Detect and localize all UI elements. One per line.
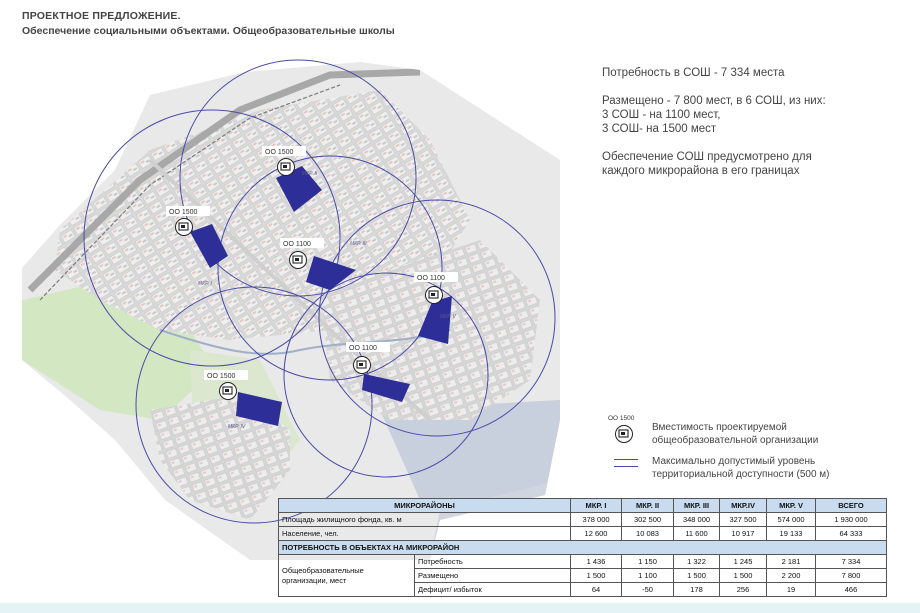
table-row bbox=[279, 527, 887, 541]
table-section-row bbox=[279, 541, 887, 555]
table-header-cell: МКР. II bbox=[622, 499, 674, 513]
table-row bbox=[279, 555, 887, 569]
school-capacity-label: ОО 1100 bbox=[349, 345, 377, 352]
table-cell: 327 500 bbox=[720, 513, 767, 527]
table-header-cell: ВСЕГО bbox=[816, 499, 887, 513]
school-icon bbox=[220, 383, 237, 400]
table-cell: 256 bbox=[720, 583, 767, 597]
table-cell: 11 600 bbox=[674, 527, 720, 541]
table-header-cell: МКР. I bbox=[571, 499, 622, 513]
table-row-label: Потребность bbox=[415, 555, 571, 569]
legend-capacity-line1: Вместимость проектируемой bbox=[652, 422, 787, 433]
school-icon bbox=[426, 287, 443, 304]
school-capacity-label: ОО 1100 bbox=[283, 241, 311, 248]
table-cell: 1 436 bbox=[571, 555, 622, 569]
table-cell: 1 500 bbox=[720, 569, 767, 583]
table-row-label: Население, чел. bbox=[279, 527, 571, 541]
table-group-label-line1: Общеобразовательные bbox=[282, 565, 364, 575]
table-cell: 64 333 bbox=[816, 527, 887, 541]
table-header-cell: МИКРОРАЙОНЫ bbox=[279, 499, 571, 513]
page-title: ПРОЕКТНОЕ ПРЕДЛОЖЕНИЕ. bbox=[22, 10, 181, 22]
legend-capacity-text bbox=[652, 421, 818, 447]
table-cell: 1 100 bbox=[622, 569, 674, 583]
microdistrict-label: МКР. I bbox=[198, 281, 212, 287]
table-cell: -50 bbox=[622, 583, 674, 597]
microdistrict-label: МКР. III bbox=[350, 241, 367, 247]
table-cell: 378 000 bbox=[571, 513, 622, 527]
table-cell: 1 322 bbox=[674, 555, 720, 569]
table-header-row bbox=[279, 499, 887, 513]
table-cell: 7 334 bbox=[816, 555, 887, 569]
info-placed-1100: 3 СОШ - на 1100 мест, bbox=[602, 109, 721, 121]
legend-access-line2: территориальной доступности (500 м) bbox=[652, 469, 830, 480]
info-placed: Размещено - 7 800 мест, в 6 СОШ, из них: bbox=[602, 95, 826, 107]
table-cell: 1 930 000 bbox=[816, 513, 887, 527]
table-cell: 19 bbox=[767, 583, 816, 597]
school-capacity-label: ОО 1500 bbox=[169, 209, 198, 216]
info-provision-2: каждого микрорайона в его границах bbox=[602, 165, 800, 177]
table-row bbox=[279, 513, 887, 527]
table-cell: 10 917 bbox=[720, 527, 767, 541]
school-capacity-label: ОО 1500 bbox=[265, 149, 294, 156]
microdistrict-label: МКР. V bbox=[440, 314, 456, 320]
info-need: Потребность в СОШ - 7 334 места bbox=[602, 67, 785, 79]
school-capacity-label: ОО 1100 bbox=[417, 275, 445, 282]
page-subtitle: Обеспечение социальными объектами. Общеобразовательные школы bbox=[22, 25, 395, 37]
microdistrict-label: МКР. II bbox=[302, 171, 318, 177]
table-cell: 178 bbox=[674, 583, 720, 597]
legend-access-line1: Максимально допустимый уровень bbox=[652, 456, 816, 467]
table-cell: 7 800 bbox=[816, 569, 887, 583]
school-icon bbox=[290, 252, 307, 269]
table-cell: 2 181 bbox=[767, 555, 816, 569]
table-group-label bbox=[279, 555, 415, 597]
table-cell: 1 245 bbox=[720, 555, 767, 569]
table-group-label-line2: организации, мест bbox=[282, 575, 347, 585]
table-header-cell: МКР.IV bbox=[720, 499, 767, 513]
table-cell: 19 133 bbox=[767, 527, 816, 541]
table-row-label: Дефицит/ избыток bbox=[415, 583, 571, 597]
info-provision-1: Обеспечение СОШ предусмотрено для bbox=[602, 151, 812, 163]
table-header-cell: МКР. III bbox=[674, 499, 720, 513]
microdistrict-table bbox=[278, 498, 887, 597]
table-cell: 64 bbox=[571, 583, 622, 597]
school-capacity-label: ОО 1500 bbox=[207, 373, 236, 380]
school-icon bbox=[354, 357, 371, 374]
school-icon bbox=[278, 159, 295, 176]
legend-radius-line bbox=[614, 459, 638, 467]
table-cell: 348 000 bbox=[674, 513, 720, 527]
info-placed-1500: 3 СОШ- на 1500 мест bbox=[602, 123, 717, 135]
table-cell: 12 600 bbox=[571, 527, 622, 541]
legend-capacity-line2: общеобразовательной организации bbox=[652, 435, 819, 446]
table-cell: 1 150 bbox=[622, 555, 674, 569]
table-cell: 1 500 bbox=[674, 569, 720, 583]
table-section-title: ПОТРЕБНОСТЬ В ОБЪЕКТАХ НА МИКРОРАЙОН bbox=[279, 541, 887, 555]
bottom-strip bbox=[0, 603, 920, 613]
table-cell: 466 bbox=[816, 583, 887, 597]
school-icon bbox=[614, 425, 634, 443]
table-cell: 302 500 bbox=[622, 513, 674, 527]
table-header-cell: МКР. V bbox=[767, 499, 816, 513]
legend-capacity-label: ОО 1500 bbox=[608, 415, 635, 422]
legend-access-text bbox=[652, 455, 830, 481]
table-row-label: Площадь жилищного фонда, кв. м bbox=[279, 513, 571, 527]
table-cell: 10 083 bbox=[622, 527, 674, 541]
table-cell: 2 200 bbox=[767, 569, 816, 583]
microdistrict-label: МКР. IV bbox=[228, 424, 246, 430]
table-cell: 574 000 bbox=[767, 513, 816, 527]
school-icon bbox=[176, 219, 193, 236]
table-cell: 1 500 bbox=[571, 569, 622, 583]
table-row-label: Размещено bbox=[415, 569, 571, 583]
